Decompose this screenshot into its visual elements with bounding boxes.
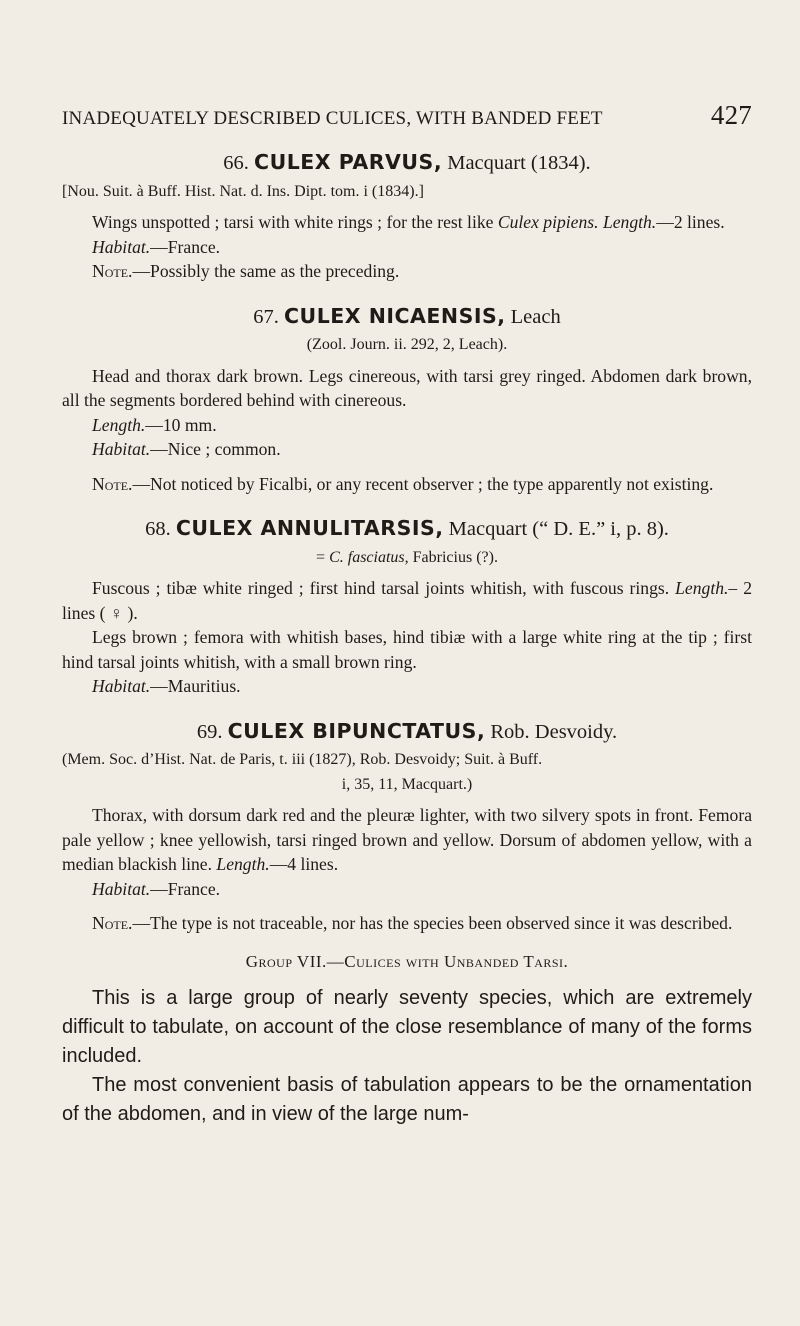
species-name: CULEX PARVUS, [254,150,443,174]
species-entry [62,150,752,284]
entry-title [62,719,752,745]
entry-title [62,304,752,330]
habitat: Habitat.—Mauritius. [92,676,241,696]
citation: (Mem. Soc. d’Hist. Nat. de Paris, t. iii (1827), Rob. Desvoidy; Suit. à Buff. i, 35, 11, Macquart.) [62,751,543,793]
description: Fuscous ; tibæ white ringed ; first hind tarsal joints whitish, with fuscous rings. Length.– 2 lines ( ♀ ). [62,578,752,623]
synonym: = C. fasciatus, Fabricius (?). [316,548,498,566]
note: Note.—Not noticed by Ficalbi, or any recent observer ; the type apparently not existing. [92,473,714,494]
author: Leach [510,305,561,328]
habitat: Habitat.—France. [92,878,221,899]
entry-number: 68. [145,518,171,540]
species-name: CULEX ANNULITARSIS, [175,516,444,540]
description-legs: Legs brown ; femora with whitish bases, hind tibiæ with a large white ring at the tip ; first hind tarsal joints whitish, with a small brown ring. [62,627,752,672]
note: Note.—The type is not traceable, nor has the species been observed since it was described. [92,913,733,933]
note: Note.—Possibly the same as the preceding. [92,261,400,281]
habitat: Habitat.—France. [92,236,221,257]
group-intro [62,984,752,1129]
author: Macquart (“ D. E.” i, p. 8). [448,518,669,540]
length: Length.—10 mm. [92,414,217,435]
description: Wings unspotted ; tarsi with white rings ; for the rest like Culex pipiens. Length.—2 lines. [92,212,725,232]
length-label: Length. [602,212,657,232]
entry-title [62,150,752,176]
running-head [62,100,752,131]
running-title: INADEQUATELY DESCRIBED CULICES, WITH BANDED FEET [62,108,603,129]
author: Rob. Desvoidy. [490,720,618,743]
entry-number: 67. [253,305,279,328]
page-body [62,150,752,1129]
citation: (Zool. Journ. ii. 292, 2, Leach). [306,336,508,353]
citation: [Nou. Suit. à Buff. Hist. Nat. d. Ins. Dipt. tom. i (1834).] [62,182,424,200]
species-entry [62,516,752,699]
entry-title [62,516,752,542]
description: Thorax, with dorsum dark red and the pleuræ lighter, with two silvery spots in front. Femora pale yellow ; knee yellowish, tarsi ringed brown and yellow. Dorsum of abdomen yellow, with a median blackish line. Length.—4 lines. [62,805,752,874]
description: Head and thorax dark brown. Legs cinereous, with tarsi grey ringed. Abdomen dark brown, all the segments bordered behind with cinereous. [62,365,752,410]
species-entry [62,719,752,936]
entry-number: 66. [223,152,249,174]
group-paragraph: This is a large group of nearly seventy species, which are extremely difficult to tabulate, on account of the close resemblance of many of the forms included. [62,987,752,1067]
species-name: CULEX BIPUNCTATUS, [227,718,486,743]
habitat: Habitat.—Nice ; common. [92,439,281,459]
group-paragraph: The most convenient basis of tabulation appears to be the ornamentation of the abdomen, and in view of the large num- [62,1074,752,1125]
group-heading: Group VII.—Culices with Unbanded Tarsi. [245,951,569,971]
author: Macquart (1834). [447,152,591,174]
entry-number: 69. [196,720,223,743]
species-entry [62,304,752,497]
page-number: 427 [710,100,752,130]
species-name: CULEX NICAENSIS, [284,303,506,328]
